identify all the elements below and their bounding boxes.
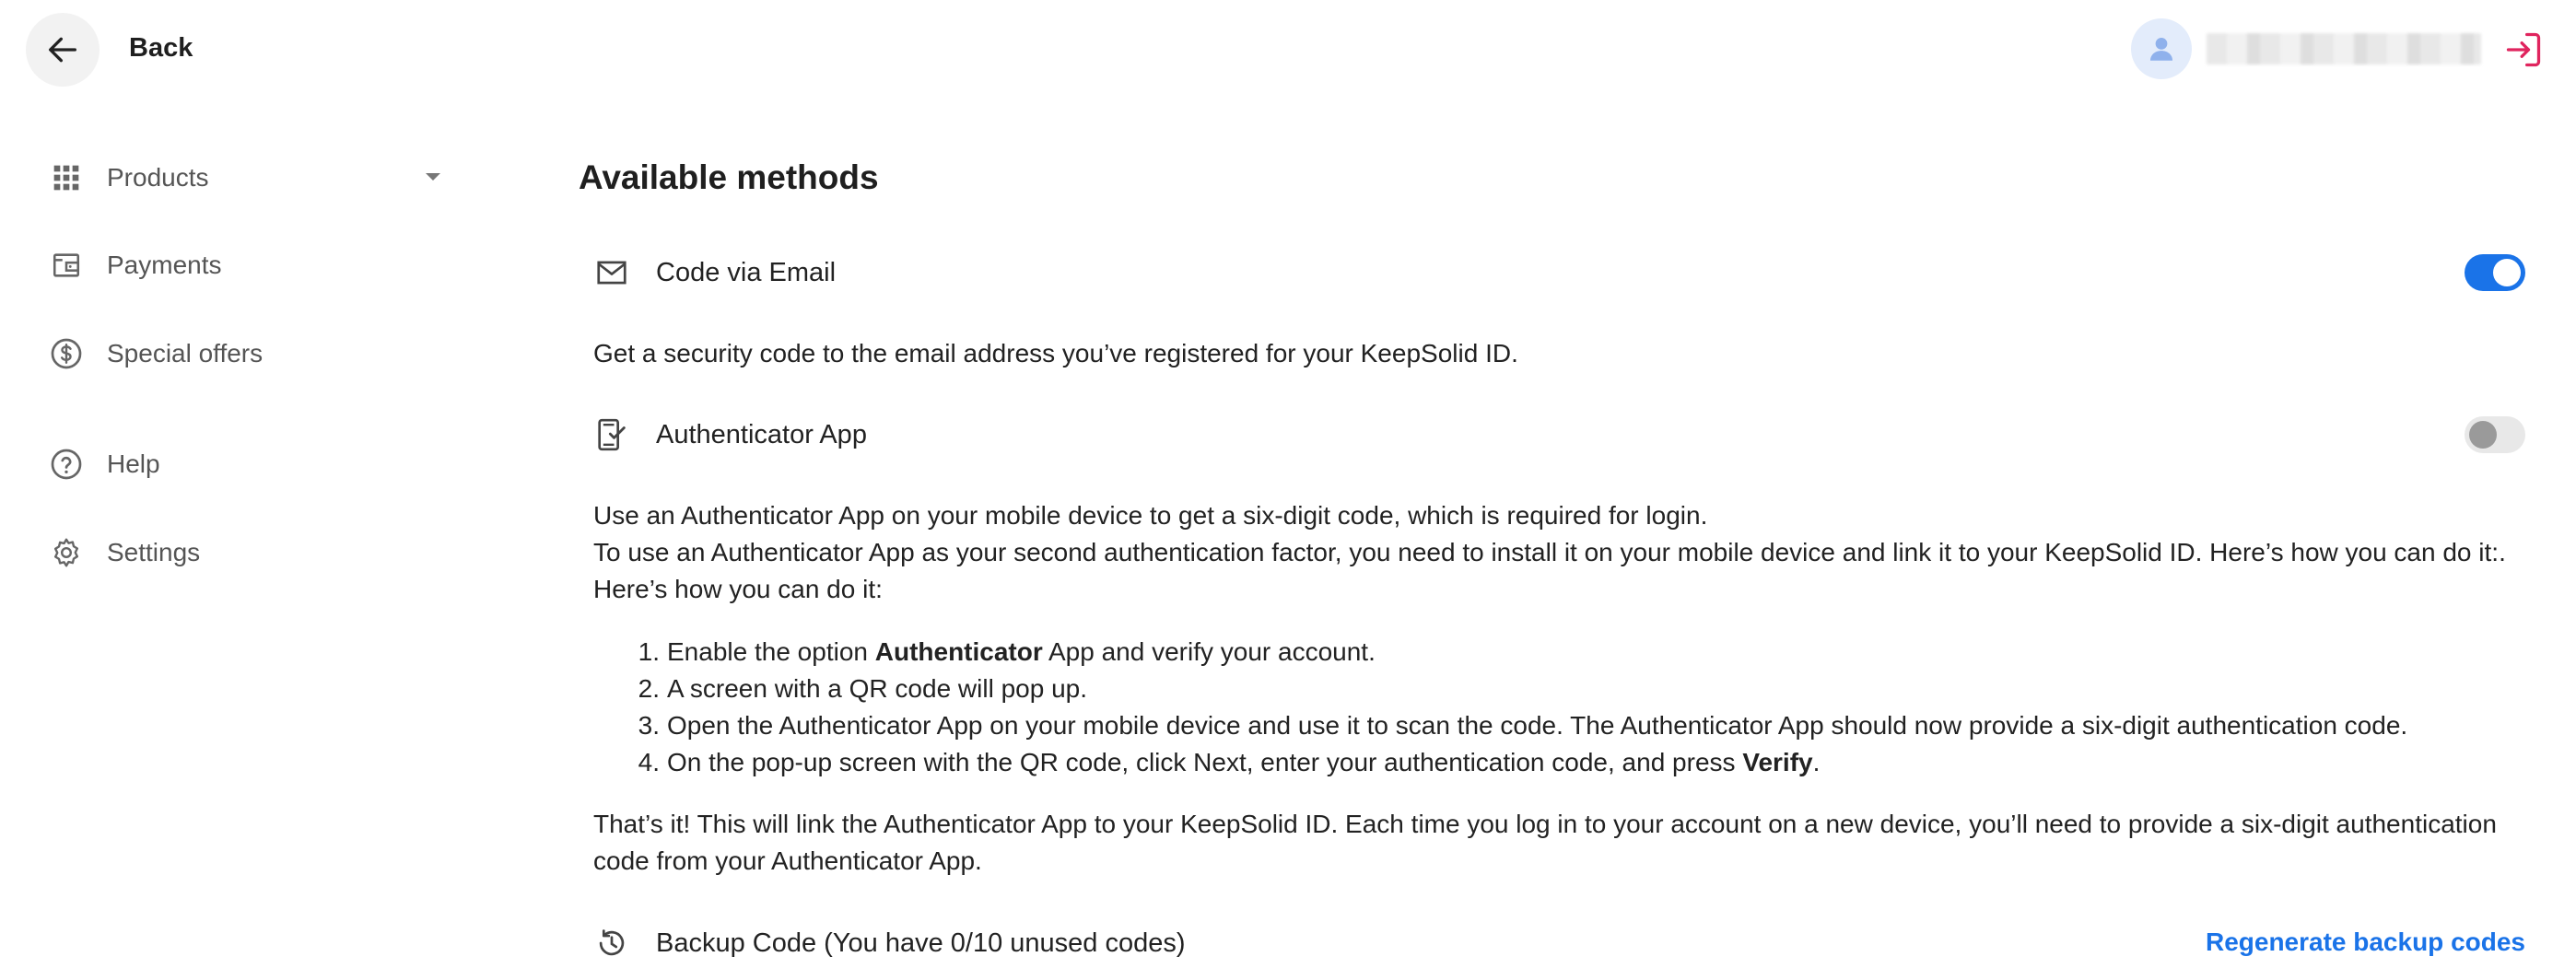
authenticator-intro-line: Here’s how you can do it: (593, 575, 883, 603)
step-item (626, 744, 2561, 781)
history-icon (590, 921, 634, 965)
authenticator-outro (593, 806, 2537, 880)
toggle-knob (2493, 259, 2521, 286)
method-backup-name: Backup Code (You have 0/10 unused codes) (656, 928, 1186, 958)
sidebar-item-label: Products (107, 163, 209, 192)
phone-check-icon (590, 413, 634, 457)
sidebar-item-payments[interactable] (46, 238, 442, 293)
back-label[interactable]: Back (129, 33, 193, 63)
sidebar-item-products[interactable] (46, 150, 442, 205)
method-backup-row (590, 916, 2529, 971)
step-text: A screen with a QR code will pop up. (667, 674, 1088, 703)
sidebar-item-special-offers[interactable] (46, 326, 442, 381)
step-number: 2. (638, 674, 660, 703)
wallet-icon (46, 245, 87, 286)
step-text: Open the Authenticator App on your mobile device and use it to scan the code. The Authenticator App should now provide a six-digit authentication code. (667, 711, 2408, 740)
authenticator-steps (626, 634, 2561, 781)
method-email-description: Get a security code to the email address you’ve registered for your KeepSolid ID. (593, 339, 1518, 368)
sidebar-item-help[interactable] (46, 437, 442, 492)
sidebar-item-label: Payments (107, 251, 222, 279)
method-authenticator-name: Authenticator App (656, 419, 867, 449)
authenticator-intro-line: To use an Authenticator App as your second authentication factor, you need to install it on your mobile device and link it to your KeepSolid ID. Here’s how you can do it:. (593, 538, 2506, 566)
authenticator-intro-line: Use an Authenticator App on your mobile device to get a six-digit code, which is required for login. (593, 501, 1708, 530)
mail-icon (590, 251, 634, 295)
toggle-knob (2469, 421, 2497, 449)
authenticator-outro-line: That’s it! This will link the Authenticator App to your KeepSolid ID. Each time you log in to your account on a new device, you’ll need to provide a six-digit authentication (593, 810, 2497, 838)
method-email-row (590, 245, 2529, 300)
step-number: 3. (638, 711, 660, 740)
step-number: 1. (638, 637, 660, 666)
authenticator-outro-line: code from your Authenticator App. (593, 846, 982, 875)
step-item (626, 671, 2561, 707)
sidebar-item-label: Settings (107, 538, 201, 566)
caret-down-icon[interactable] (424, 170, 442, 188)
authenticator-intro (593, 497, 2537, 608)
step-item (626, 707, 2561, 744)
page-title: Available methods (579, 158, 879, 196)
dollar-circle-icon (46, 333, 87, 374)
sidebar-item-label: Special offers (107, 339, 263, 368)
email-method-toggle[interactable] (2465, 254, 2525, 291)
sidebar-item-settings[interactable] (46, 525, 442, 580)
username-redacted (2207, 33, 2481, 64)
back-button[interactable] (26, 13, 100, 87)
sidebar-item-label: Help (107, 449, 160, 478)
help-circle-icon (46, 444, 87, 484)
step-text: On the pop-up screen with the QR code, click Next, enter your authentication code, and press Verify. (667, 748, 1821, 776)
step-number: 4. (638, 748, 660, 776)
step-item (626, 634, 2561, 671)
method-email-name: Code via Email (656, 257, 837, 287)
avatar[interactable] (2131, 18, 2192, 79)
logout-icon[interactable] (2503, 29, 2544, 70)
gear-icon (46, 532, 87, 573)
user-icon (2146, 33, 2177, 64)
regenerate-backup-codes-link[interactable]: Regenerate backup codes (2205, 928, 2525, 956)
method-authenticator-row (590, 407, 2529, 462)
grid-icon (46, 158, 87, 198)
arrow-left-icon (44, 31, 81, 68)
step-text: Enable the option Authenticator App and verify your account. (667, 637, 1376, 666)
authenticator-method-toggle[interactable] (2465, 416, 2525, 453)
